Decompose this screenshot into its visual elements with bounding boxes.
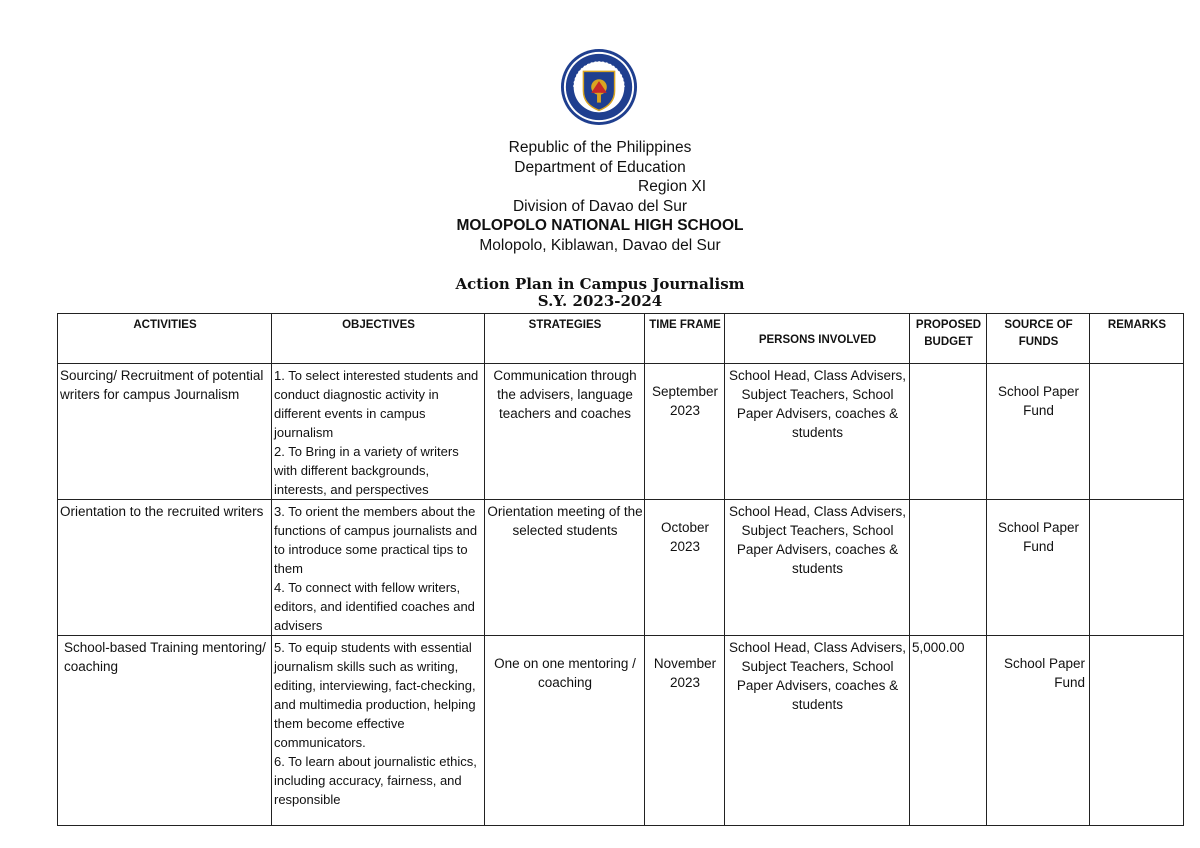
header-activities: ACTIVITIES bbox=[58, 314, 272, 364]
table-row bbox=[58, 636, 1184, 826]
header-time-frame: TIME FRAME bbox=[645, 314, 725, 364]
objective-item: 1. To select interested students and conduct diagnostic activity in different events in campus journalism bbox=[274, 368, 479, 440]
time-frame-cell: October 2023 bbox=[645, 500, 725, 636]
header-remarks: REMARKS bbox=[1090, 314, 1184, 364]
budget-cell: 5,000.00 bbox=[910, 636, 987, 826]
objective-item: 3. To orient the members about the functions of campus journalists and to introduce some practical tips to them bbox=[274, 504, 478, 576]
budget-cell bbox=[910, 364, 987, 500]
strategy-cell: Orientation meeting of the selected students bbox=[485, 500, 645, 636]
source-cell: School Paper Fund bbox=[987, 500, 1090, 636]
plan-title bbox=[0, 276, 1200, 310]
objectives-cell bbox=[272, 364, 485, 500]
header-persons-involved: PERSONS INVOLVED bbox=[725, 314, 910, 364]
plan-title-main: Action Plan in Campus Journalism bbox=[455, 275, 745, 293]
deped-seal-logo bbox=[560, 48, 638, 126]
time-frame-cell: September 2023 bbox=[645, 364, 725, 500]
remarks-cell bbox=[1090, 364, 1184, 500]
persons-cell: School Head, Class Advisers, Subject Teachers, School Paper Advisers, coaches & students bbox=[725, 636, 910, 826]
objectives-cell bbox=[272, 500, 485, 636]
header-objectives: OBJECTIVES bbox=[272, 314, 485, 364]
header-source-of-funds: SOURCE OF FUNDS bbox=[987, 314, 1090, 364]
action-plan-table bbox=[57, 313, 1184, 826]
plan-title-year: S.Y. 2023-2024 bbox=[537, 292, 663, 310]
division-line: Division of Davao del Sur bbox=[512, 197, 688, 215]
objective-item: 2. To Bring in a variety of writers with different backgrounds, interests, and perspectives bbox=[274, 444, 459, 497]
objective-item: 5. To equip students with essential journalism skills such as writing, editing, interviewing, fact-checking, and multimedia production, helping them become effective communicators. bbox=[274, 640, 476, 750]
objective-item: 6. To learn about journalistic ethics, including accuracy, fairness, and responsible bbox=[274, 754, 477, 807]
remarks-cell bbox=[1090, 636, 1184, 826]
time-frame-cell: November 2023 bbox=[645, 636, 725, 826]
header-proposed-budget: PROPOSED BUDGET bbox=[910, 314, 987, 364]
school-address: Molopolo, Kiblawan, Davao del Sur bbox=[479, 236, 721, 254]
activity-cell: School-based Training mentoring/ coaching bbox=[58, 636, 272, 826]
table-row bbox=[58, 364, 1184, 500]
persons-cell: School Head, Class Advisers, Subject Teachers, School Paper Advisers, coaches & students bbox=[725, 500, 910, 636]
table-header-row bbox=[58, 314, 1184, 364]
strategy-cell: Communication through the advisers, language teachers and coaches bbox=[485, 364, 645, 500]
source-cell: School Paper Fund bbox=[987, 364, 1090, 500]
table-row bbox=[58, 500, 1184, 636]
remarks-cell bbox=[1090, 500, 1184, 636]
header-strategies: STRATEGIES bbox=[485, 314, 645, 364]
republic-line: Republic of the Philippines bbox=[508, 139, 692, 156]
department-line: Department of Education bbox=[514, 158, 686, 176]
objective-item: 4. To connect with fellow writers, editors, and identified coaches and advisers bbox=[274, 580, 475, 633]
region-line: Region XI bbox=[638, 178, 707, 195]
budget-cell bbox=[910, 500, 987, 636]
persons-cell: School Head, Class Advisers, Subject Teachers, School Paper Advisers, coaches & students bbox=[725, 364, 910, 500]
document-header bbox=[0, 138, 1200, 255]
activity-cell: Orientation to the recruited writers bbox=[58, 500, 272, 636]
objectives-cell bbox=[272, 636, 485, 826]
source-cell: School Paper Fund bbox=[987, 636, 1090, 826]
school-name: MOLOPOLO NATIONAL HIGH SCHOOL bbox=[456, 217, 744, 234]
activity-cell: Sourcing/ Recruitment of potential writers for campus Journalism bbox=[58, 364, 272, 500]
strategy-cell: One on one mentoring / coaching bbox=[485, 636, 645, 826]
